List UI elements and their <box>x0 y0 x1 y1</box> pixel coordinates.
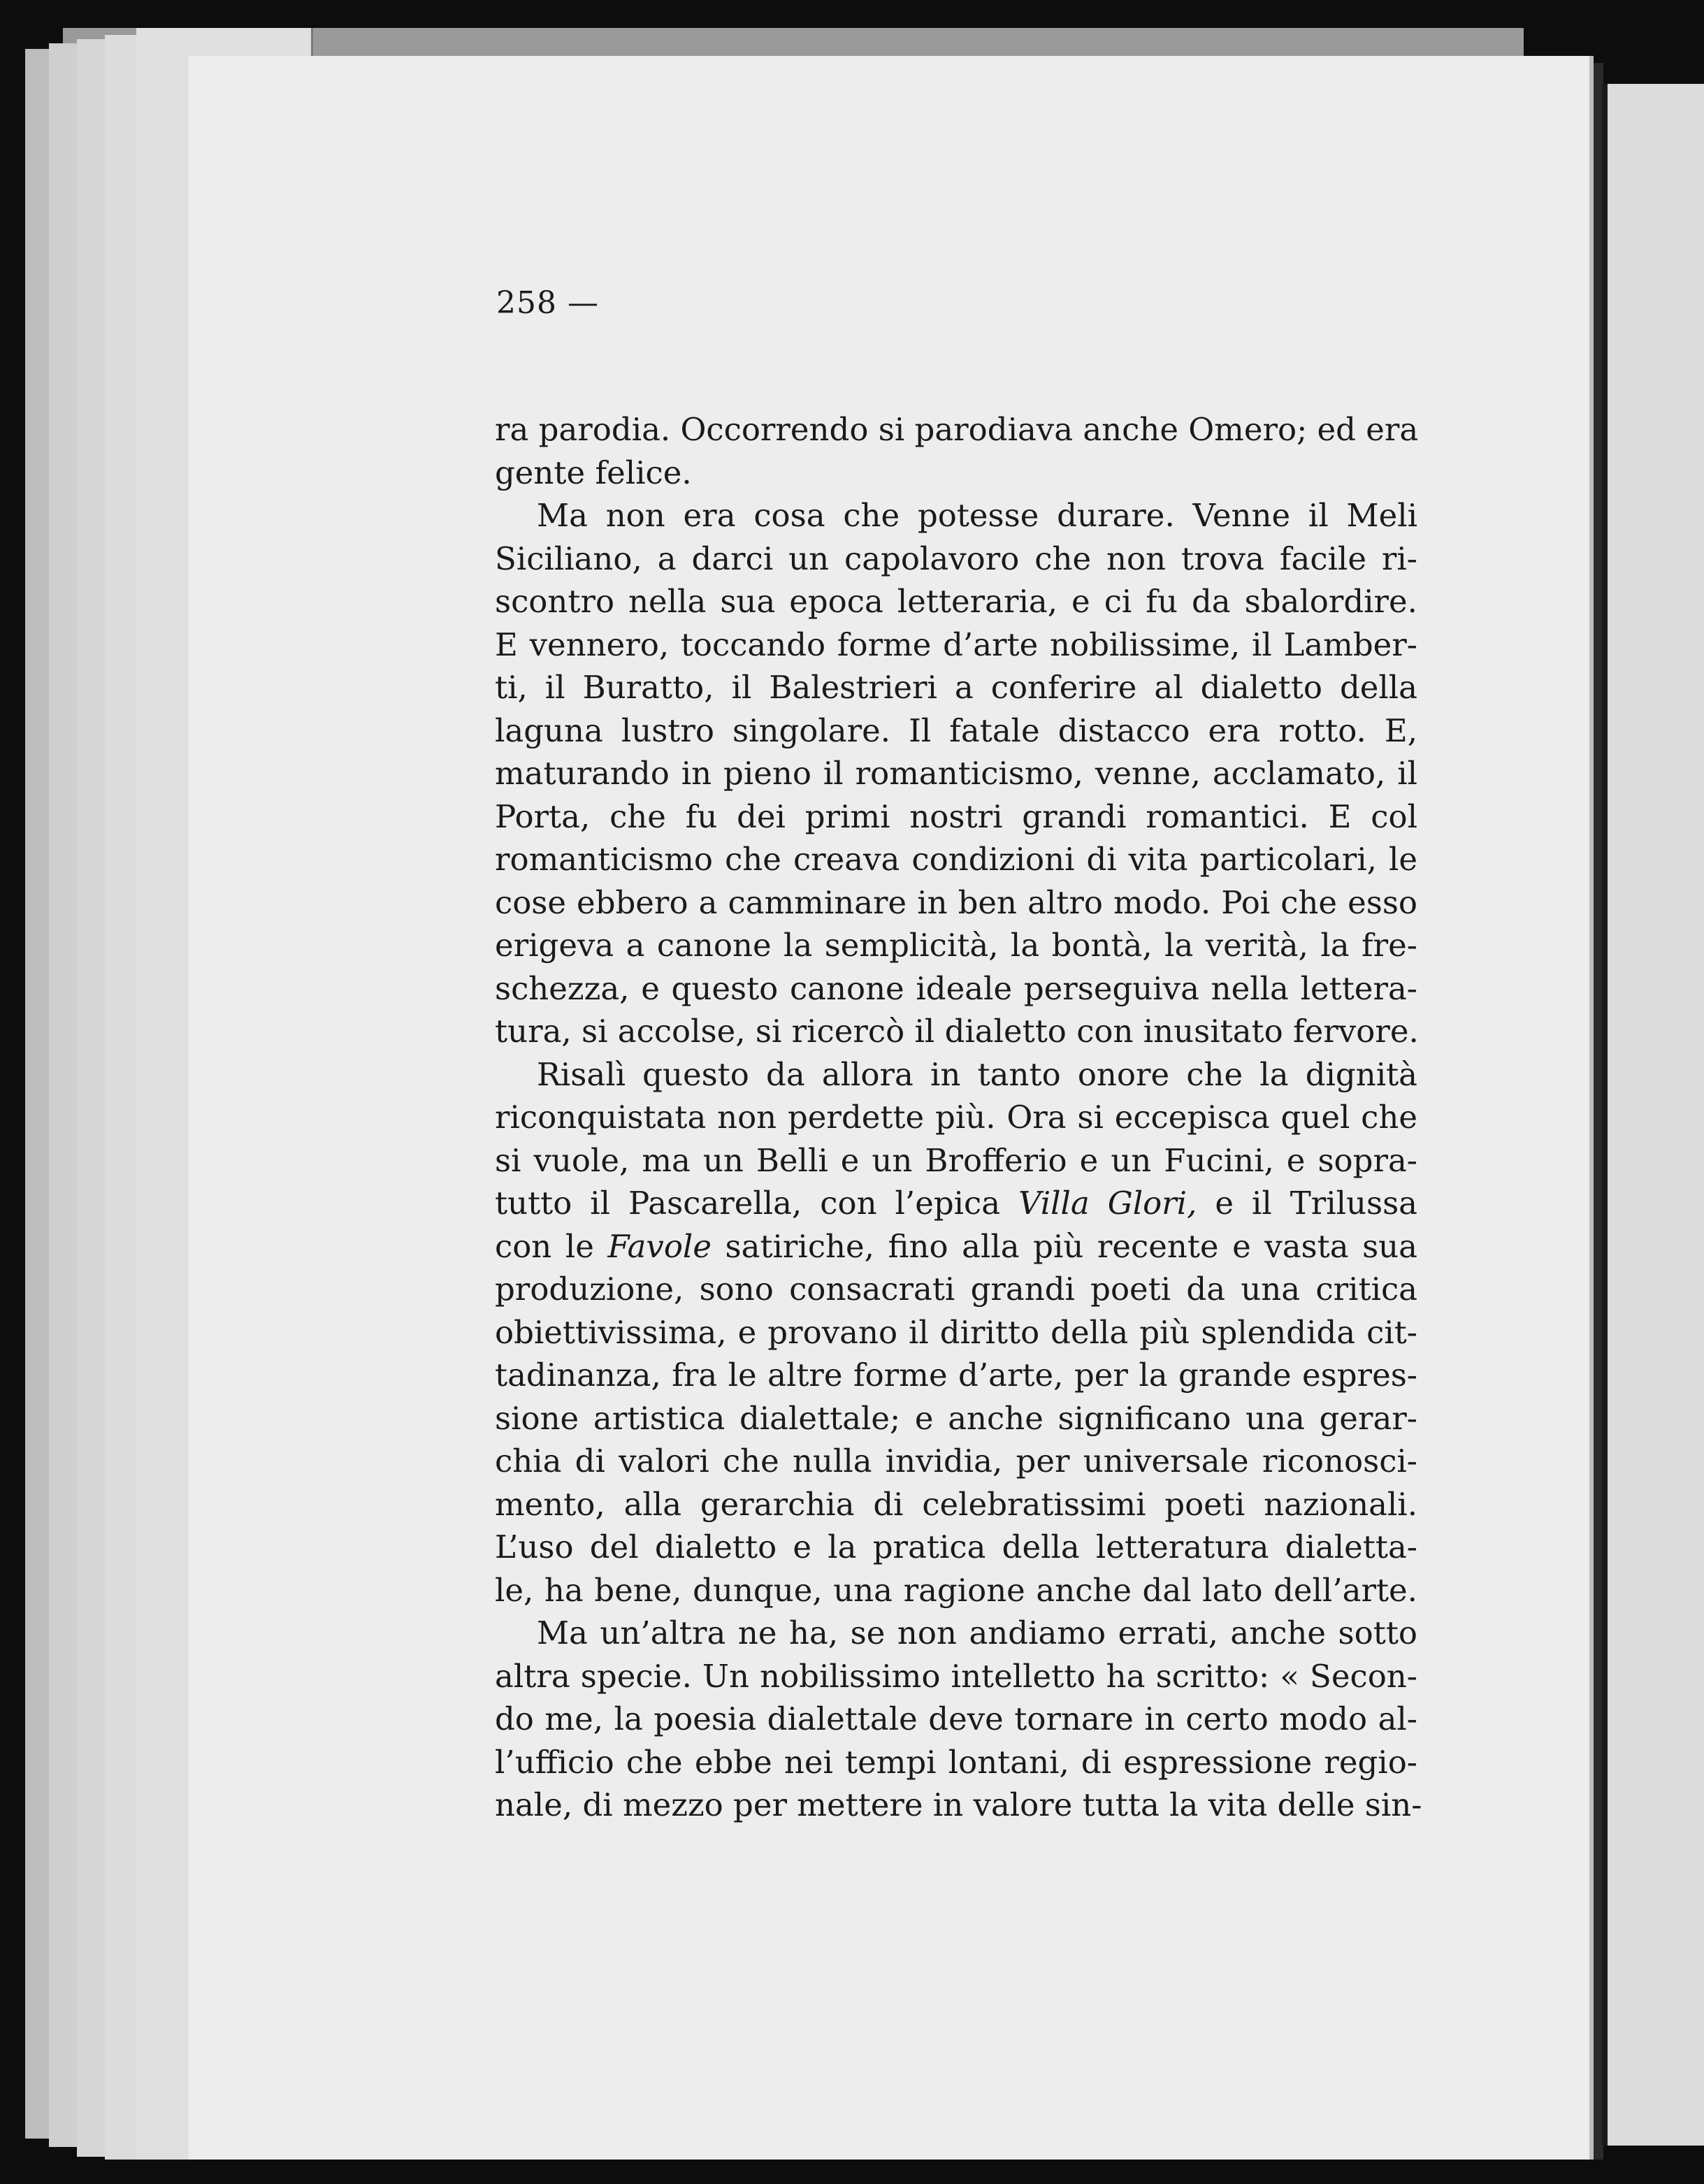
text-line: Ma non era cosa che potesse durare. Venne il Meli <box>537 497 1417 534</box>
text-line: Porta, che fu dei primi nostri grandi romantici. E col <box>495 797 1417 835</box>
adjacent-page <box>1602 84 1704 2146</box>
text-line: ti, il Buratto, il Balestrieri a conferire al dialetto della <box>495 669 1417 706</box>
page-body-text <box>495 408 1422 1827</box>
text-line: laguna lustro singolare. Il fatale distacco era rotto. E, <box>495 711 1417 749</box>
text-line: sione artistica dialettale; e anche significano una gerar- <box>495 1399 1417 1437</box>
italic-title: Favole <box>607 1227 712 1265</box>
text-line: si vuole, ma un Belli e un Brofferio e un Fucini, e sopra- <box>495 1141 1417 1179</box>
text-line: gente felice. <box>495 454 692 491</box>
text-line: maturando in pieno il romanticismo, venne, acclamato, il <box>495 755 1417 792</box>
text-line: riconquistata non perdette più. Ora si eccepisca quel che <box>495 1099 1417 1136</box>
page-number: 258 — <box>496 285 599 321</box>
text-line: Risalì questo da allora in tanto onore che la dignità <box>537 1055 1417 1093</box>
text-line: romanticismo che creava condizioni di vita particolari, le <box>495 841 1417 878</box>
text-line: ra parodia. Occorrendo si parodiava anche Omero; ed era <box>495 411 1419 448</box>
text-line-with-italic <box>495 1182 1417 1225</box>
text-line: l’ufficio che ebbe nei tempi lontani, di espressione regio- <box>495 1743 1417 1781</box>
text-line: chia di valori che nulla invidia, per universale riconosci- <box>495 1442 1417 1480</box>
text-line: le, ha bene, dunque, una ragione anche dal lato dell’arte. <box>495 1571 1417 1609</box>
text-line: Ma un’altra ne ha, se non andiamo errati, anche sotto <box>537 1614 1417 1651</box>
text-line: mento, alla gerarchia di celebratissimi poeti nazionali. <box>495 1485 1417 1523</box>
text-fragment: satiriche, fino alla più recente e vasta sua <box>711 1227 1417 1265</box>
text-line: erigeva a canone la semplicità, la bontà, la verità, la fre- <box>495 927 1417 964</box>
text-fragment: tutto il Pascarella, con l’epica <box>495 1185 1019 1222</box>
text-line: do me, la poesia dialettale deve tornare in certo modo al- <box>495 1700 1417 1737</box>
text-line: tura, si accolse, si ricercò il dialetto con inusitato fervore. <box>495 1013 1419 1050</box>
text-line: scontro nella sua epoca letteraria, e ci fu da sbalordire. <box>495 583 1417 620</box>
text-line: E vennero, toccando forme d’arte nobilissime, il Lamber- <box>495 625 1417 663</box>
text-line: L’uso del dialetto e la pratica della letteratura dialetta- <box>495 1528 1417 1565</box>
text-line: altra specie. Un nobilissimo intelletto ha scritto: « Secon- <box>495 1657 1417 1695</box>
text-line-with-italic <box>495 1225 1417 1268</box>
text-line: Siciliano, a darci un capolavoro che non trova facile ri- <box>495 540 1417 577</box>
text-fragment: con le <box>495 1227 608 1265</box>
text-line: obiettivissima, e provano il diritto della più splendida cit- <box>495 1313 1417 1351</box>
italic-title: Villa Glori, <box>1018 1185 1197 1222</box>
text-line: produzione, sono consacrati grandi poeti da una critica <box>495 1271 1417 1308</box>
text-line: nale, di mezzo per mettere in valore tutta la vita delle sin- <box>495 1786 1422 1823</box>
text-line: tadinanza, fra le altre forme d’arte, per la grande espres- <box>495 1357 1417 1394</box>
text-fragment: e il Trilussa <box>1197 1185 1418 1222</box>
text-line: schezza, e questo canone ideale perseguiva nella lettera- <box>495 969 1417 1007</box>
text-line: cose ebbero a camminare in ben altro modo. Poi che esso <box>495 883 1417 921</box>
